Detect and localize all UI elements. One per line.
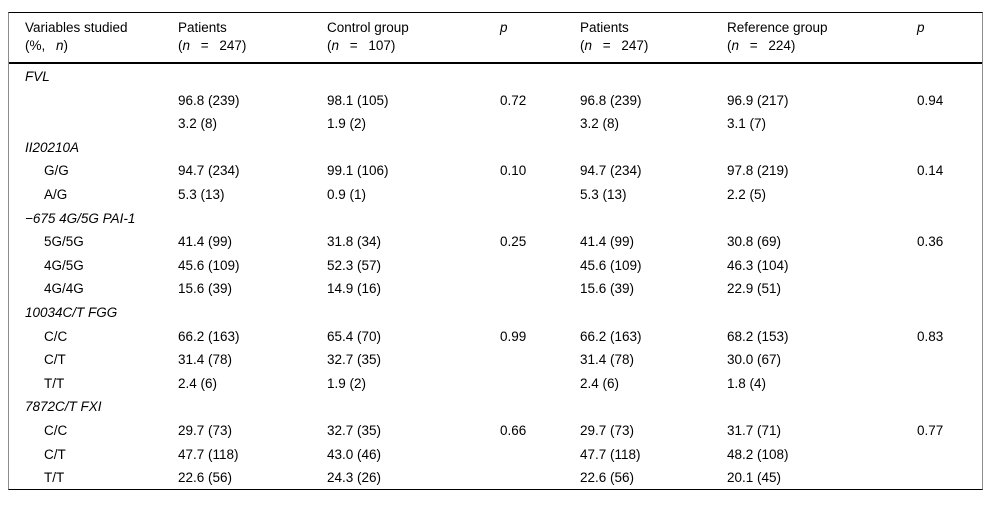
value-cell: 47.7 (118)	[580, 446, 641, 462]
value-cell: 0.72	[500, 92, 527, 108]
table-row	[9, 277, 982, 301]
section-row	[9, 395, 982, 419]
table-row	[9, 419, 982, 443]
value-cell: 31.8 (34)	[327, 234, 382, 250]
value-cell: 0.25	[500, 234, 527, 250]
column-header	[9, 13, 178, 63]
value-cell: 30.0 (67)	[727, 352, 782, 368]
genotype-label: G/G	[44, 163, 69, 179]
section-label: 10034C/T FGG	[25, 304, 118, 320]
genotype-label: 4G/5G	[44, 257, 84, 273]
value-cell	[500, 112, 580, 136]
value-cell: 30.8 (69)	[727, 234, 782, 250]
value-cell: 29.7 (73)	[178, 422, 233, 438]
n-symbol: n	[56, 38, 64, 53]
value-cell: 20.1 (45)	[727, 470, 782, 486]
value-cell: 32.7 (35)	[327, 352, 382, 368]
value-cell: 22.6 (56)	[580, 470, 635, 486]
value-cell: 96.8 (239)	[178, 92, 240, 108]
value-cell	[917, 277, 982, 301]
value-cell: 1.9 (2)	[327, 375, 367, 391]
genotype-label: T/T	[44, 375, 65, 391]
value-cell	[500, 254, 580, 278]
value-cell: 0.94	[917, 92, 944, 108]
value-cell: 31.7 (71)	[727, 422, 782, 438]
value-cell: 0.99	[500, 328, 527, 344]
n-symbol: n	[731, 38, 740, 53]
value-cell: 31.4 (78)	[178, 352, 233, 368]
value-cell: 46.3 (104)	[727, 257, 789, 273]
n-symbol: n	[182, 38, 191, 53]
value-cell: 2.2 (5)	[727, 186, 767, 202]
column-header-subline: (n = 247)	[178, 38, 247, 53]
column-header-subline: (%, n)	[25, 38, 69, 53]
genotype-label: 4G/4G	[44, 281, 84, 297]
value-cell	[500, 443, 580, 467]
value-cell	[500, 277, 580, 301]
value-cell: 2.4 (6)	[580, 375, 620, 391]
value-cell	[917, 183, 982, 207]
value-cell: 41.4 (99)	[178, 234, 233, 250]
value-cell: 41.4 (99)	[580, 234, 635, 250]
value-cell	[917, 254, 982, 278]
value-cell: 1.8 (4)	[727, 375, 767, 391]
value-cell: 14.9 (16)	[327, 281, 382, 297]
genotype-label	[9, 112, 178, 136]
section-label: II20210A	[25, 139, 80, 155]
value-cell: 98.1 (105)	[327, 92, 389, 108]
value-cell: 99.1 (106)	[327, 163, 389, 179]
column-header-label: Reference group	[727, 20, 828, 35]
value-cell: 0.83	[917, 328, 944, 344]
value-cell: 65.4 (70)	[327, 328, 382, 344]
genotype-table	[9, 13, 982, 490]
value-cell: 29.7 (73)	[580, 422, 635, 438]
n-symbol: n	[331, 38, 340, 53]
value-cell: 96.8 (239)	[580, 92, 642, 108]
genotype-label: C/T	[44, 446, 66, 462]
value-cell: 47.7 (118)	[178, 446, 239, 462]
value-cell: 0.36	[917, 234, 944, 250]
table-row	[9, 254, 982, 278]
table-row	[9, 348, 982, 372]
table-header-row	[9, 13, 982, 63]
section-row	[9, 63, 982, 89]
value-cell: 43.0 (46)	[327, 446, 382, 462]
column-header	[327, 13, 500, 63]
value-cell: 3.2 (8)	[580, 116, 620, 132]
column-header-label: Patients	[580, 20, 629, 35]
value-cell: 22.6 (56)	[178, 470, 233, 486]
column-header-label: Variables studied	[25, 20, 128, 35]
table-row	[9, 230, 982, 254]
table-row	[9, 112, 982, 136]
value-cell: 45.6 (109)	[178, 257, 240, 273]
value-cell	[917, 348, 982, 372]
genotype-label: C/T	[44, 352, 66, 368]
value-cell: 94.7 (234)	[178, 163, 240, 179]
value-cell: 2.4 (6)	[178, 375, 218, 391]
column-header	[580, 13, 727, 63]
column-header-label: Control group	[327, 20, 409, 35]
value-cell: 1.9 (2)	[327, 116, 367, 132]
value-cell	[917, 112, 982, 136]
value-cell	[500, 372, 580, 396]
value-cell: 22.9 (51)	[727, 281, 782, 297]
genotype-label: C/C	[44, 422, 68, 438]
value-cell: 94.7 (234)	[580, 163, 642, 179]
value-cell: 24.3 (26)	[327, 470, 382, 486]
value-cell: 45.6 (109)	[580, 257, 642, 273]
value-cell: 0.14	[917, 163, 944, 179]
column-header-label: p	[500, 20, 508, 35]
value-cell	[917, 466, 982, 490]
value-cell: 0.66	[500, 422, 527, 438]
section-row	[9, 207, 982, 231]
table-row	[9, 372, 982, 396]
value-cell	[500, 466, 580, 490]
genotype-label	[9, 89, 178, 113]
value-cell: 15.6 (39)	[178, 281, 233, 297]
genotype-label: 5G/5G	[44, 234, 84, 250]
section-row	[9, 136, 982, 160]
value-cell: 0.9 (1)	[327, 186, 367, 202]
value-cell: 0.10	[500, 163, 527, 179]
table-body	[9, 63, 982, 490]
value-cell	[917, 372, 982, 396]
genotype-label: C/C	[44, 328, 68, 344]
genotype-label: T/T	[44, 470, 65, 486]
value-cell	[500, 348, 580, 372]
value-cell: 66.2 (163)	[580, 328, 642, 344]
column-header-subline: (n = 107)	[327, 38, 396, 53]
value-cell: 31.4 (78)	[580, 352, 635, 368]
section-label: FVL	[25, 69, 50, 84]
section-label: −675 4G/5G PAI-1	[25, 210, 136, 226]
value-cell: 96.9 (217)	[727, 92, 789, 108]
value-cell: 97.8 (219)	[727, 163, 789, 179]
value-cell: 3.2 (8)	[178, 116, 218, 132]
value-cell: 5.3 (13)	[580, 186, 627, 202]
n-symbol: n	[584, 38, 593, 53]
value-cell	[500, 183, 580, 207]
section-label: 7872C/T FXI	[25, 399, 102, 415]
table-row	[9, 325, 982, 349]
value-cell: 52.3 (57)	[327, 257, 382, 273]
column-header-label: Patients	[178, 20, 227, 35]
table-row	[9, 443, 982, 467]
column-header	[917, 13, 982, 63]
value-cell: 68.2 (153)	[727, 328, 789, 344]
value-cell: 66.2 (163)	[178, 328, 240, 344]
value-cell: 3.1 (7)	[727, 116, 767, 132]
table-row	[9, 466, 982, 490]
column-header	[500, 13, 580, 63]
table-row	[9, 159, 982, 183]
column-header	[727, 13, 917, 63]
value-cell: 32.7 (35)	[327, 422, 382, 438]
table-header	[9, 13, 982, 63]
genotype-label: A/G	[44, 186, 68, 202]
value-cell: 5.3 (13)	[178, 186, 225, 202]
column-header-label: p	[917, 20, 925, 35]
value-cell: 15.6 (39)	[580, 281, 635, 297]
table-row	[9, 89, 982, 113]
value-cell: 0.77	[917, 422, 944, 438]
column-header-subline: (n = 247)	[580, 38, 649, 53]
column-header	[178, 13, 327, 63]
value-cell: 48.2 (108)	[727, 446, 789, 462]
column-header-subline: (n = 224)	[727, 38, 796, 53]
table-row	[9, 183, 982, 207]
genotype-table-frame	[8, 12, 983, 490]
section-row	[9, 301, 982, 325]
value-cell	[917, 443, 982, 467]
